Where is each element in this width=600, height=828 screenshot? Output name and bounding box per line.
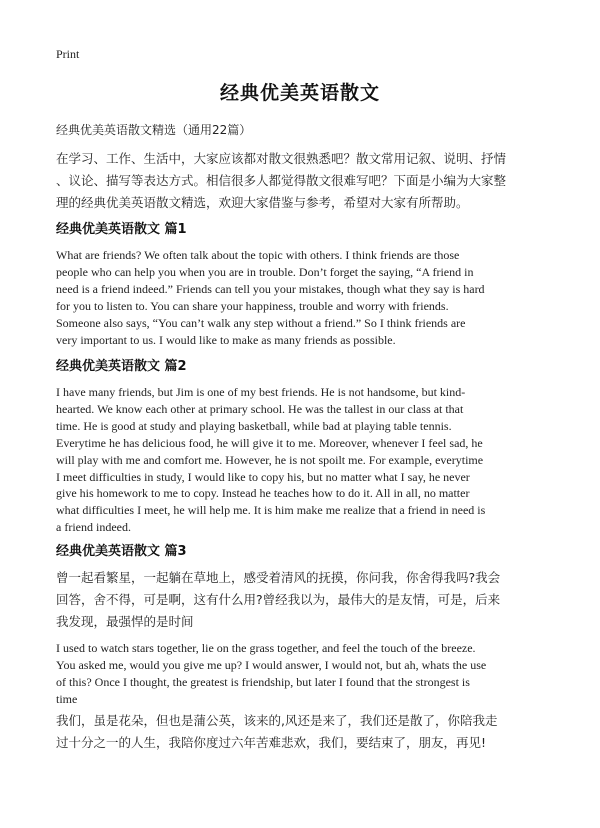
text-line: 、议论、描写等表达方式。相信很多人都觉得散文很难写吧？下面是小编为大家整	[56, 173, 507, 188]
text-line: Someone also says, “You can’t walk any step without a friend.” So I think friends are	[56, 315, 466, 330]
text-line: What are friends? We often talk about the topic with others. I think friends are those	[56, 248, 460, 262]
text-line: You asked me, would you give me up? I would answer, I would not, but ah, whats the use	[56, 657, 487, 672]
section-3-chinese-paragraph-1	[56, 567, 546, 633]
section-3-english-paragraph	[56, 640, 544, 708]
text-line: I have many friends, but Jim is one of my best friends. He is not handsome, but kind-	[56, 385, 466, 399]
text-line: what difficulties I meet, he will help me. It is him make me realize that a friend in need is	[56, 503, 486, 518]
text-line: people who can help you when you are in trouble. Don’t forget the saying, “A friend in	[56, 264, 474, 279]
section-1-english-paragraph	[56, 247, 544, 348]
text-line: 在学习、工作、生活中，大家应该都对散文很熟悉吧？散文常用记叙、说明、抒情	[56, 151, 507, 166]
text-line: will play with me and comfort me. However, he is not spoilt me. For example, everytime	[56, 452, 484, 467]
print-label[interactable]: Print	[56, 47, 80, 61]
document-subtitle: 经典优美英语散文精选（通用22篇）	[56, 123, 252, 137]
text-line: 曾一起看繁星，一起躺在草地上，感受着清风的抚摸，你问我，你舍得我吗?我会	[56, 570, 501, 585]
text-line: time. He is good at study and playing basketball, while bad at playing table tennis.	[56, 418, 452, 433]
text-line: 过十分之一的人生，我陪你度过六年苦难悲欢，我们，要结束了，朋友，再见!	[56, 735, 487, 750]
section-2-english-paragraph	[56, 384, 544, 536]
text-line: give his homework to me to copy. Instead he teaches how to do it. All in all, no matter	[56, 486, 470, 501]
text-line: 我发现，最强悍的是时间	[56, 614, 194, 629]
text-line: time	[56, 691, 78, 706]
text-line: I meet difficulties in study, I would like to copy his, but no matter what I say, he never	[56, 469, 470, 484]
text-line: very important to us. I would like to make as many friends as possible.	[56, 332, 396, 347]
text-line: 理的经典优美英语散文精选，欢迎大家借鉴与参考，希望对大家有所帮助。	[56, 195, 469, 210]
text-line: 回答，舍不得，可是啊，这有什么用?曾经我以为，最伟大的是友情，可是，后来	[56, 592, 501, 607]
text-line: hearted. We know each other at primary school. He was the tallest in our class at that	[56, 401, 464, 416]
text-line: Everytime he has delicious food, he will give it to me. Moreover, whenever I feel sad, he	[56, 435, 483, 450]
section-3-chinese-paragraph-2	[56, 710, 546, 754]
intro-paragraph	[56, 148, 546, 214]
text-line: need is a friend indeed.” Friends can tell you your mistakes, though what they say is hard	[56, 281, 485, 296]
text-line: I used to watch stars together, lie on the grass together, and feel the touch of the breeze.	[56, 641, 476, 655]
section-heading-3: 经典优美英语散文 篇3	[56, 544, 187, 559]
section-heading-2: 经典优美英语散文 篇2	[56, 359, 187, 374]
document-title: 经典优美英语散文	[219, 82, 380, 104]
text-line: of this? Once I thought, the greatest is friendship, but later I found that the strongest is	[56, 674, 470, 689]
section-heading-1: 经典优美英语散文 篇1	[56, 222, 187, 237]
text-line: 我们，虽是花朵，但也是蒲公英，该来的,风还是来了，我们还是散了，你陪我走	[56, 713, 498, 728]
text-line: for you to listen to. You can share your happiness, trouble and worry with friends.	[56, 298, 449, 313]
text-line: a friend indeed.	[56, 520, 131, 535]
